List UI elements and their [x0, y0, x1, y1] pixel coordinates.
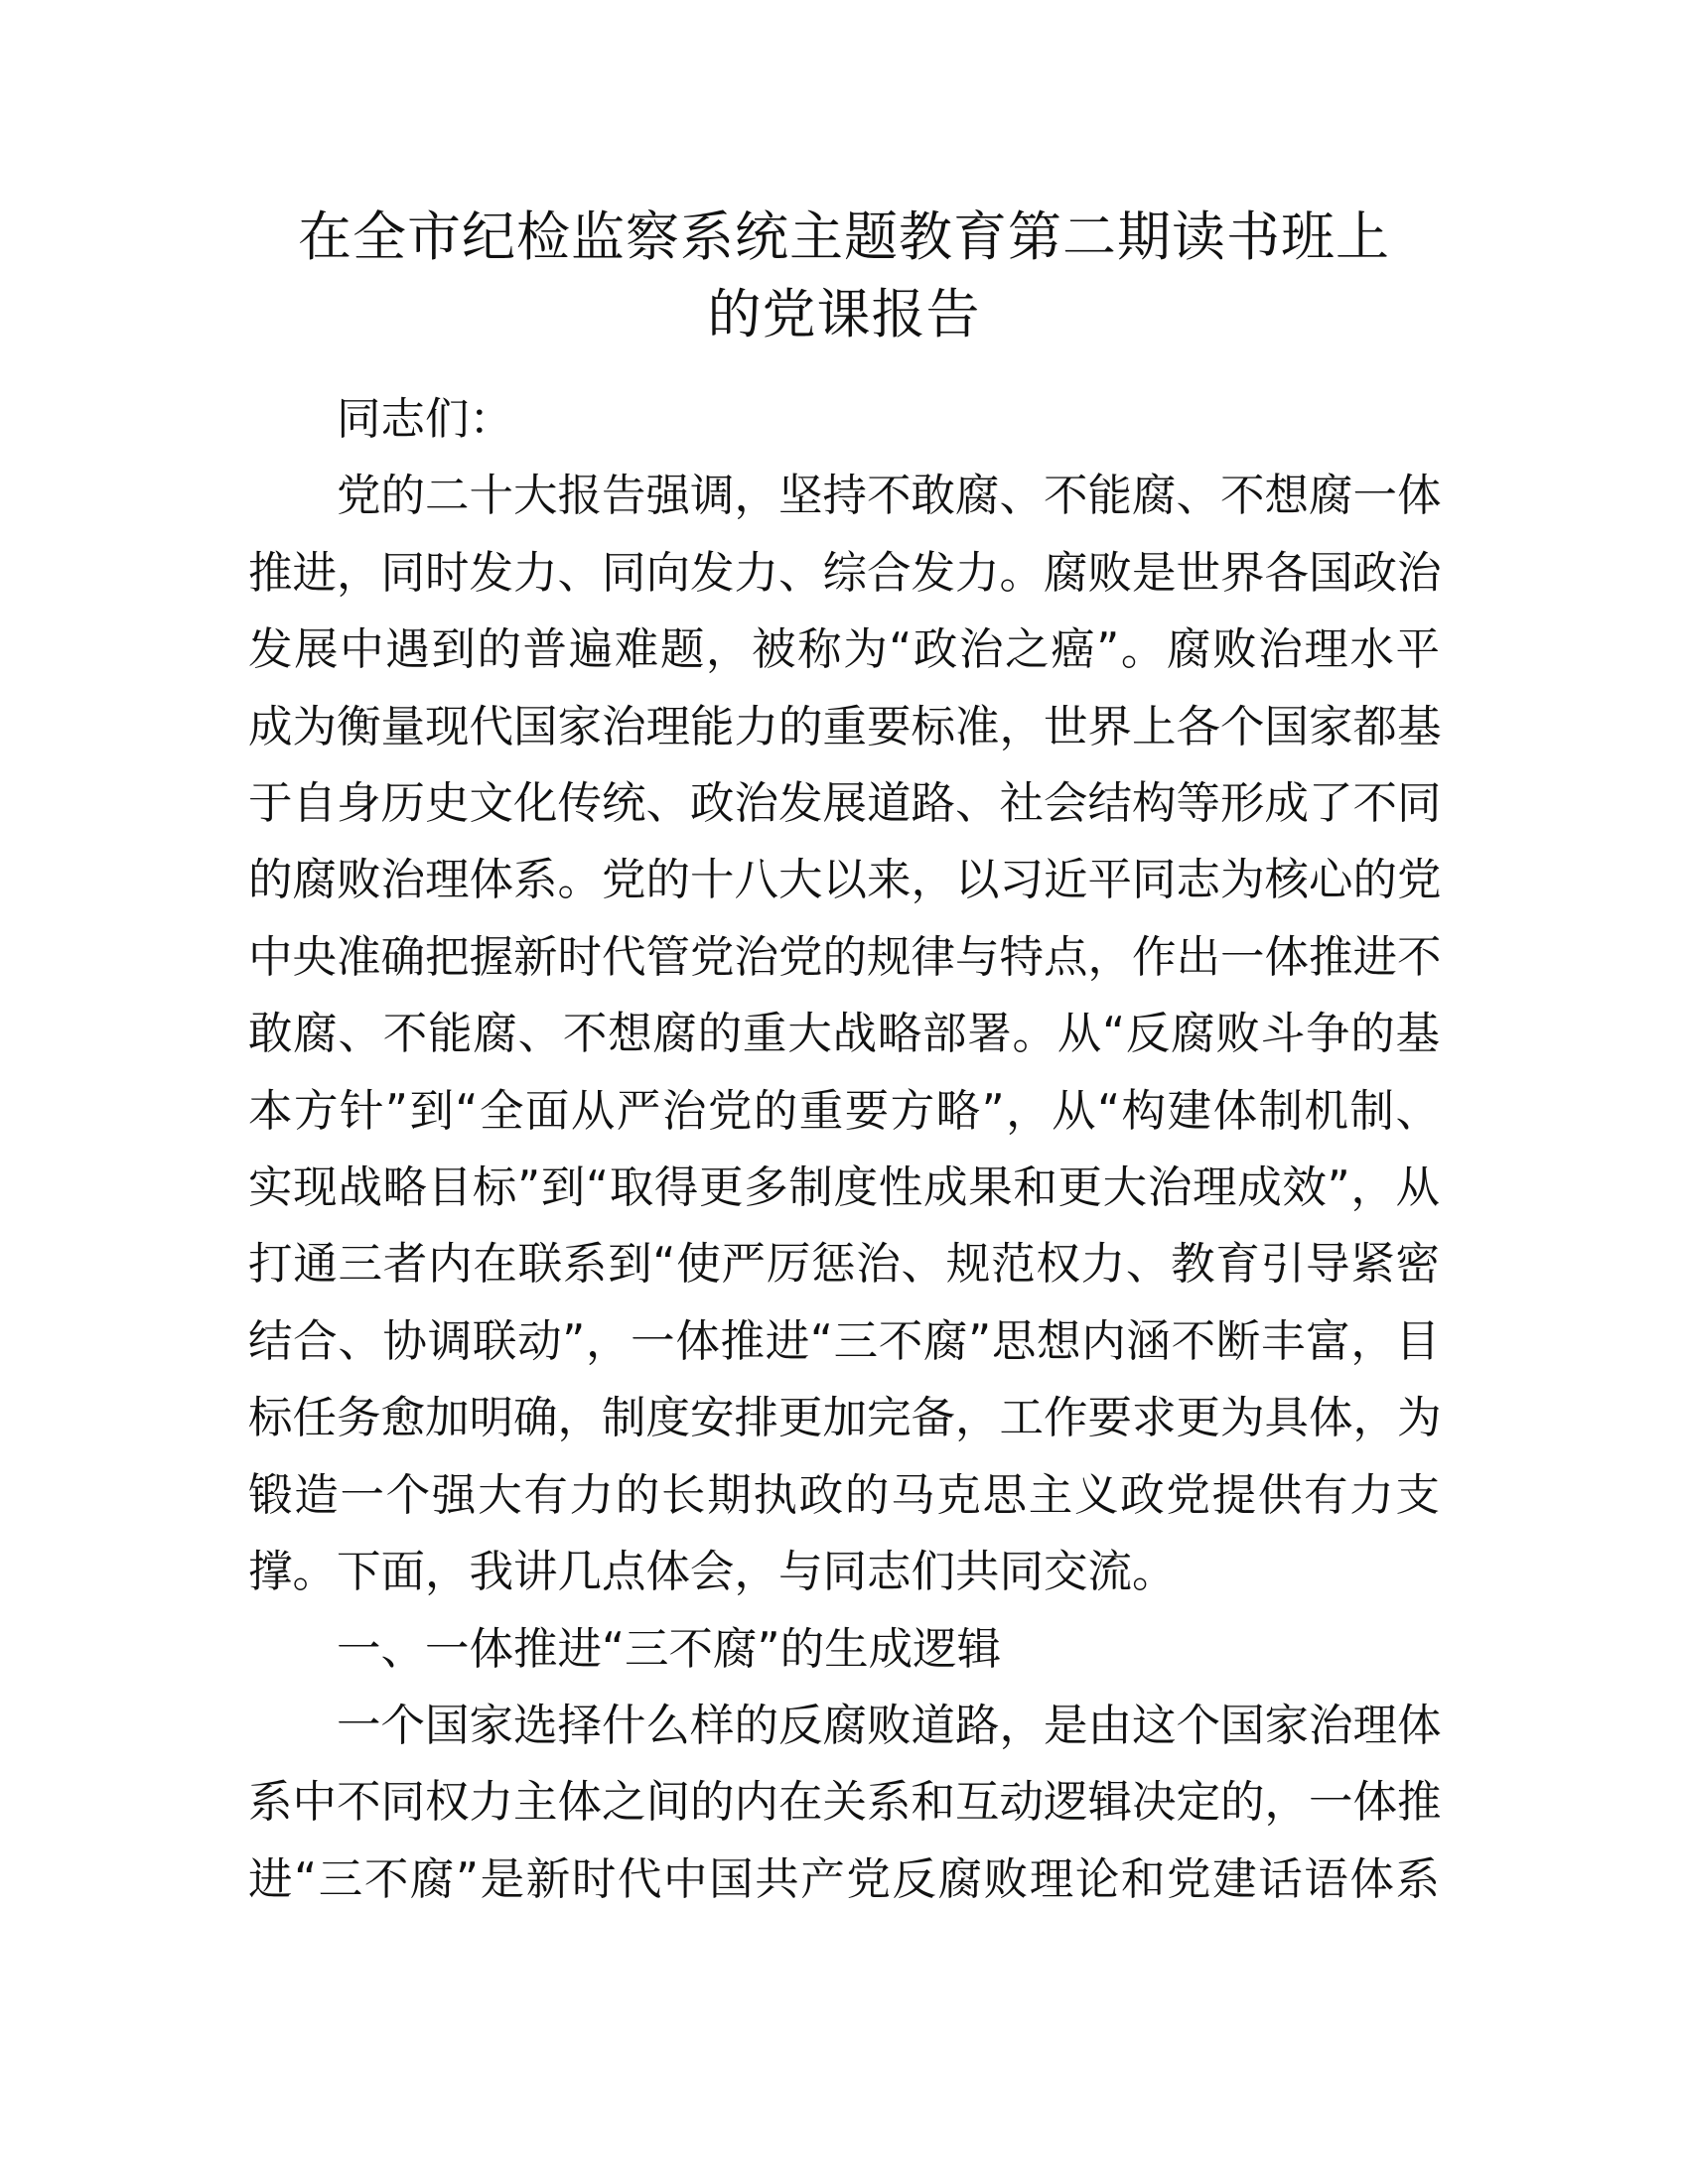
salutation [248, 381, 1440, 458]
document-body [248, 381, 1440, 1918]
paragraph-line: 标任务愈加明确，制度安排更加完备，工作要求更为具体，为 [248, 1393, 1442, 1444]
paragraph-line: 本方针”到“全面从严治党的重要方略”，从“构建体制机制、 [248, 1085, 1440, 1137]
salutation-text: 同志们： [337, 394, 514, 445]
paragraph-line: 成为衡量现代国家治理能力的重要标准，世界上各个国家都基 [248, 701, 1442, 752]
paragraph-line: 中央准确把握新时代管党治党的规律与特点，作出一体推进不 [248, 931, 1442, 983]
paragraph-line: 于自身历史文化传统、政治发展道路、社会结构等形成了不同 [248, 778, 1442, 830]
paragraph-line: 党的二十大报告强调，坚持不敢腐、不能腐、不想腐一体 [337, 471, 1442, 522]
paragraph-line: 锻造一个强大有力的长期执政的马克思主义政党提供有力支 [248, 1469, 1440, 1521]
paragraph-line: 发展中遇到的普遍难题，被称为“政治之癌”。腐败治理水平 [248, 624, 1440, 676]
paragraph-1 [248, 458, 1440, 1610]
title-line-2: 的党课报告 [707, 283, 981, 345]
paragraph-line: 实现战略目标”到“取得更多制度性成果和更大治理成效”，从 [248, 1162, 1440, 1214]
section-heading-text: 一、一体推进“三不腐”的生成逻辑 [337, 1623, 1002, 1675]
document-title [238, 199, 1450, 353]
paragraph-line: 一个国家选择什么样的反腐败道路，是由这个国家治理体 [337, 1700, 1442, 1751]
paragraph-2 [248, 1688, 1440, 1918]
title-line-1: 在全市纪检监察系统主题教育第二期读书班上 [298, 205, 1390, 268]
section-heading [248, 1611, 1440, 1688]
paragraph-line: 系中不同权力主体之间的内在关系和互动逻辑决定的，一体推 [248, 1777, 1442, 1829]
paragraph-line: 敢腐、不能腐、不想腐的重大战略部署。从“反腐败斗争的基 [248, 1009, 1440, 1060]
paragraph-line: 的腐败治理体系。党的十八大以来，以习近平同志为核心的党 [248, 855, 1442, 906]
paragraph-line: 进“三不腐”是新时代中国共产党反腐败理论和党建话语体系 [248, 1853, 1440, 1905]
paragraph-line: 结合、协调联动”，一体推进“三不腐”思想内涵不断丰富，目 [248, 1315, 1440, 1367]
paragraph-line: 打通三者内在联系到“使严厉惩治、规范权力、教育引导紧密 [248, 1239, 1440, 1291]
paragraph-line: 推进，同时发力、同向发力、综合发力。腐败是世界各国政治 [248, 547, 1442, 599]
paragraph-line: 撑。下面，我讲几点体会，与同志们共同交流。 [248, 1547, 1177, 1598]
